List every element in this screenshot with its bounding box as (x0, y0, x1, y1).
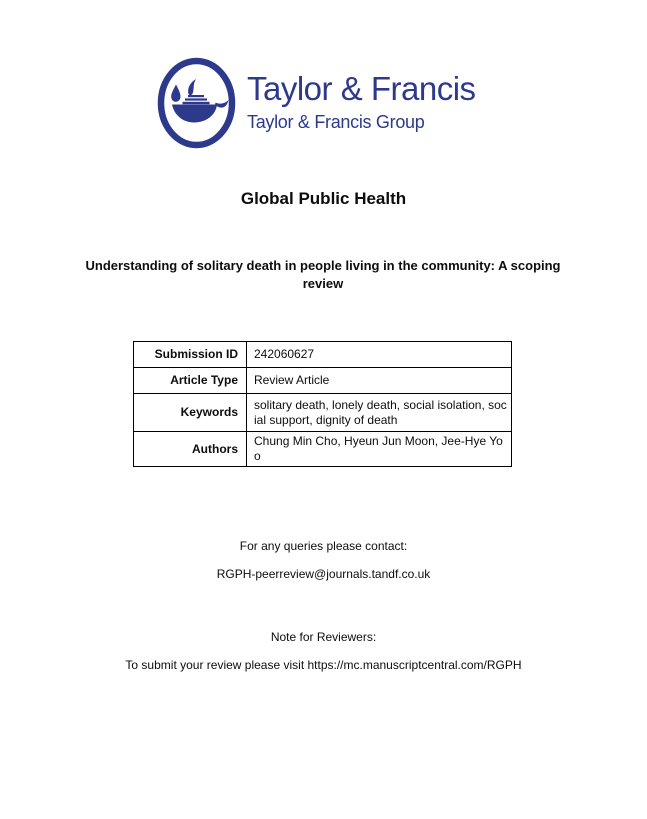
table-row-authors (134, 432, 512, 467)
row-value: solitary death, lonely death, social isolation, social support, dignity of death (247, 394, 512, 432)
table-row-submission-id (134, 342, 512, 368)
table-row-article-type (134, 368, 512, 394)
brand-name: Taylor & Francis (247, 70, 476, 107)
row-value: Review Article (247, 368, 512, 394)
reviewer-note-heading: Note for Reviewers: (270, 630, 377, 644)
row-label: Keywords (134, 394, 247, 432)
row-label: Article Type (134, 368, 247, 394)
contact-email: RGPH-peerreview@journals.tandf.co.uk (216, 567, 431, 581)
journal-title: Global Public Health (240, 189, 407, 208)
submission-details-table (133, 341, 512, 467)
logo-wordmark (247, 71, 476, 132)
row-value: Chung Min Cho, Hyeun Jun Moon, Jee-Hye Yoo (247, 432, 512, 467)
row-label: Authors (134, 432, 247, 467)
reviewer-note-instruction: To submit your review please visit https://mc.manuscriptcentral.com/RGPH (125, 658, 522, 672)
taylor-francis-lamp-icon (157, 57, 236, 149)
table-row-keywords (134, 394, 512, 432)
brand-group-name: Taylor & Francis Group (247, 112, 425, 132)
row-label: Submission ID (134, 342, 247, 368)
contact-intro: For any queries please contact: (239, 539, 408, 553)
row-value: 242060627 (247, 342, 512, 368)
article-title: Understanding of solitary death in people living in the community: A scoping review (85, 258, 561, 291)
